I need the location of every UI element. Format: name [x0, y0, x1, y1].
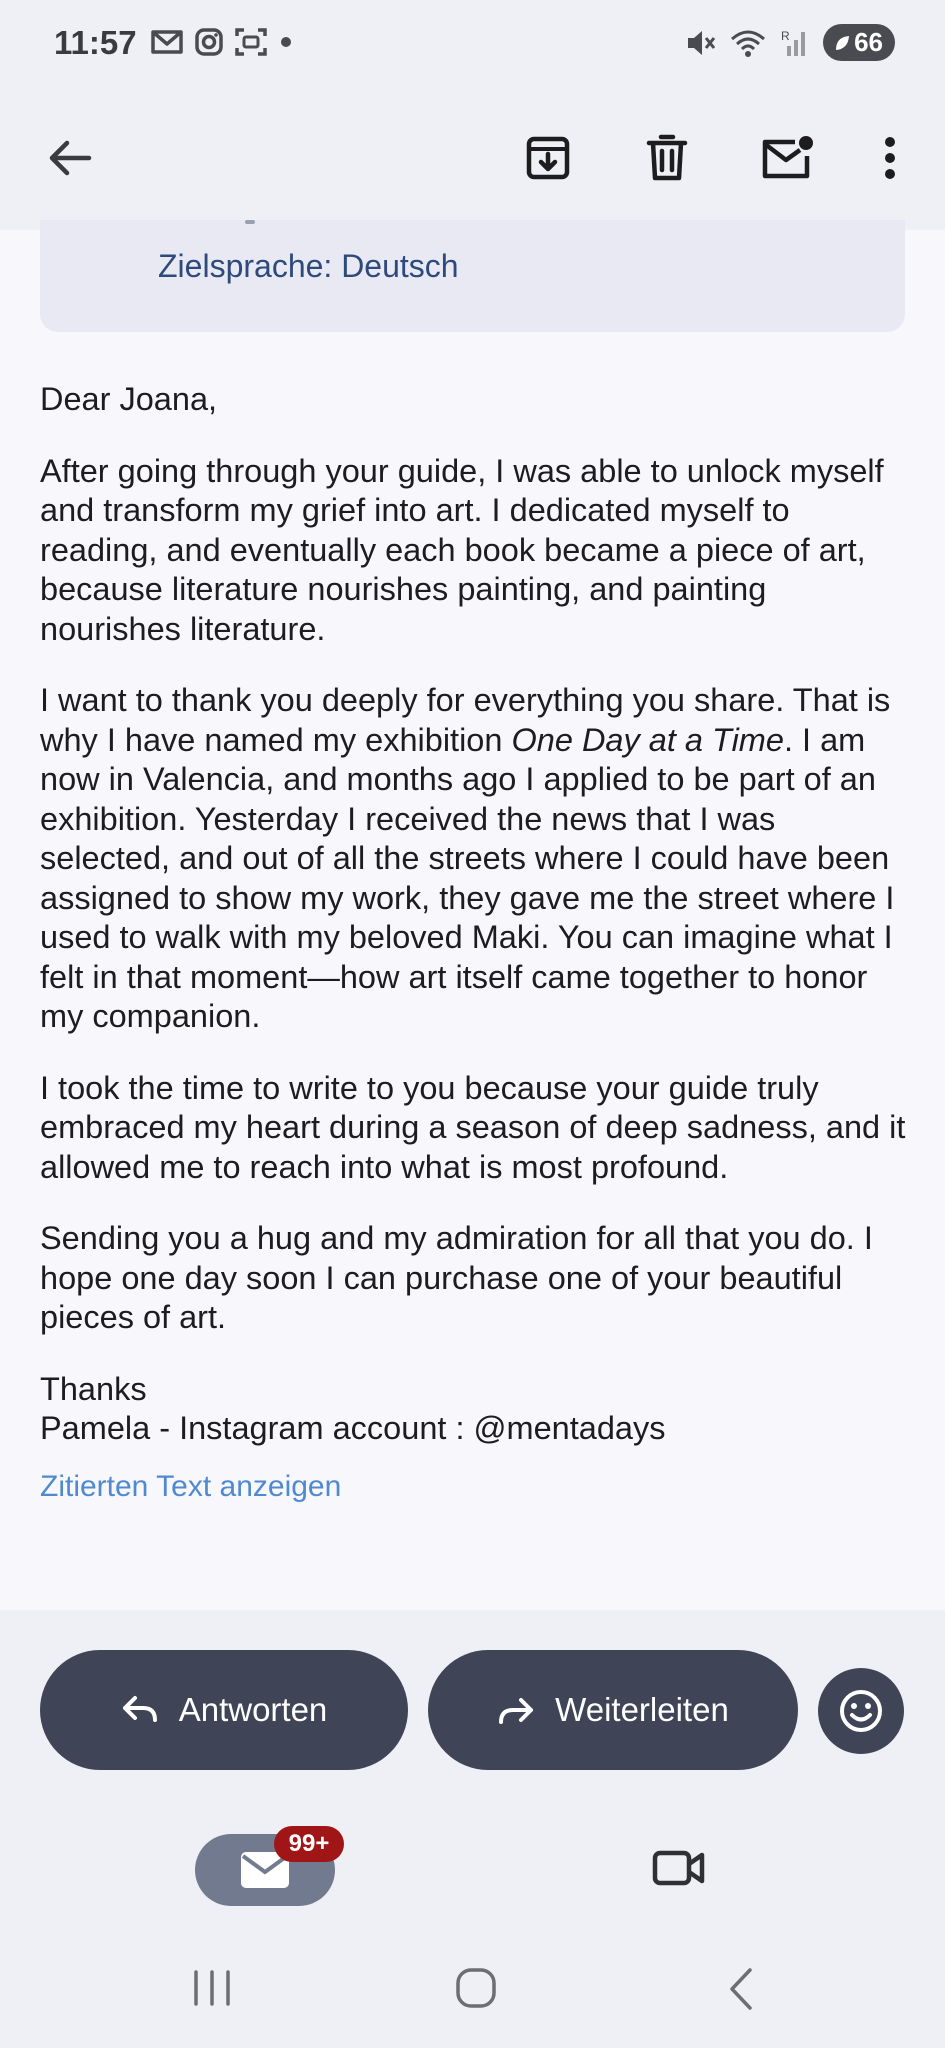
paragraph-2-text-start: I want to thank you deeply for everything you share. That is why I have named my exhibition [40, 682, 891, 758]
system-back-button[interactable] [724, 1966, 758, 2017]
notification-icons [150, 26, 294, 58]
archive-button[interactable] [508, 118, 588, 198]
video-icon [652, 1848, 706, 1888]
back-arrow-icon [47, 138, 93, 178]
instagram-icon [194, 27, 224, 57]
reply-actions [0, 1610, 945, 1810]
bottom-navigation [0, 1810, 945, 2048]
home-button[interactable] [454, 1966, 498, 2015]
reply-button[interactable] [40, 1650, 408, 1770]
reply-label: Antworten [178, 1691, 328, 1728]
email-greeting: Dear Joana, [40, 381, 218, 417]
forward-icon [497, 1694, 535, 1726]
battery-saver-icon [833, 33, 851, 53]
scroll-remnant [245, 220, 255, 224]
status-bar [0, 0, 945, 90]
exhibition-title: One Day at a Time [511, 721, 784, 758]
emoji-reaction-button[interactable] [818, 1668, 904, 1754]
forward-button[interactable] [428, 1650, 798, 1770]
meet-tab[interactable] [652, 1848, 706, 1893]
system-status [685, 24, 895, 61]
email-sign-off: Thanks [40, 1370, 147, 1407]
mark-unread-button[interactable] [745, 118, 829, 198]
signal-icon [779, 28, 811, 58]
battery-level: 66 [854, 27, 883, 57]
wifi-icon [729, 28, 767, 58]
email-toolbar [0, 90, 945, 230]
recents-button[interactable] [190, 1968, 234, 2013]
show-quoted-text-link[interactable]: Zitierten Text anzeigen [40, 1470, 342, 1503]
back-icon [724, 1966, 758, 2012]
email-paragraph-4: Sending you a hug and my admiration for all that you do. I hope one day soon I can purchase one of your beautiful pieces of art. [40, 1220, 873, 1335]
gmail-icon [150, 28, 184, 56]
home-icon [454, 1966, 498, 2010]
delete-button[interactable] [627, 118, 707, 198]
more-options-icon [883, 136, 897, 180]
forward-label: Weiterleiten [555, 1691, 729, 1728]
recents-icon [190, 1968, 234, 2008]
dot-icon [278, 34, 294, 50]
emoji-reaction-icon [838, 1688, 884, 1734]
email-signature: Pamela - Instagram account : @mentadays [40, 1410, 666, 1446]
status-time: 11:57 [54, 24, 137, 61]
archive-icon [525, 135, 571, 181]
email-body [40, 380, 910, 1449]
mark-unread-icon [759, 134, 815, 182]
unread-badge: 99+ [274, 1826, 344, 1862]
screenshot-icon [234, 26, 268, 58]
email-content [0, 230, 945, 1610]
more-options-button[interactable] [865, 118, 915, 198]
email-paragraph-2 [40, 681, 910, 1037]
target-language-label: Zielsprache: Deutsch [158, 248, 459, 284]
email-paragraph-3: I took the time to write to you because your guide truly embraced my heart during a season of deep sadness, and it allowed me to reach into what is most profound. [40, 1069, 906, 1185]
battery-indicator [823, 24, 895, 61]
translation-card[interactable] [40, 220, 905, 332]
delete-icon [646, 134, 688, 182]
reply-icon [121, 1694, 159, 1726]
svg-text:R: R [781, 28, 790, 43]
paragraph-2-text-end: . I am now in Valencia, and months ago I applied to be part of an exhibition. Yesterday I received the news that I was selected, and out of all the streets where I could have been assigned to show my work, they gave me the street where I used to walk with my beloved Maki. You can imagine what I felt in that moment—how art itself came together to honor my companion. [40, 721, 895, 1034]
mute-icon [685, 28, 717, 58]
email-paragraph-1: After going through your guide, I was able to unlock myself and transform my grief into art. I dedicated myself to reading, and eventually each book became a piece of art, because literature nourishes painting, and painting nourishes literature. [40, 452, 884, 647]
back-button[interactable] [30, 118, 110, 198]
